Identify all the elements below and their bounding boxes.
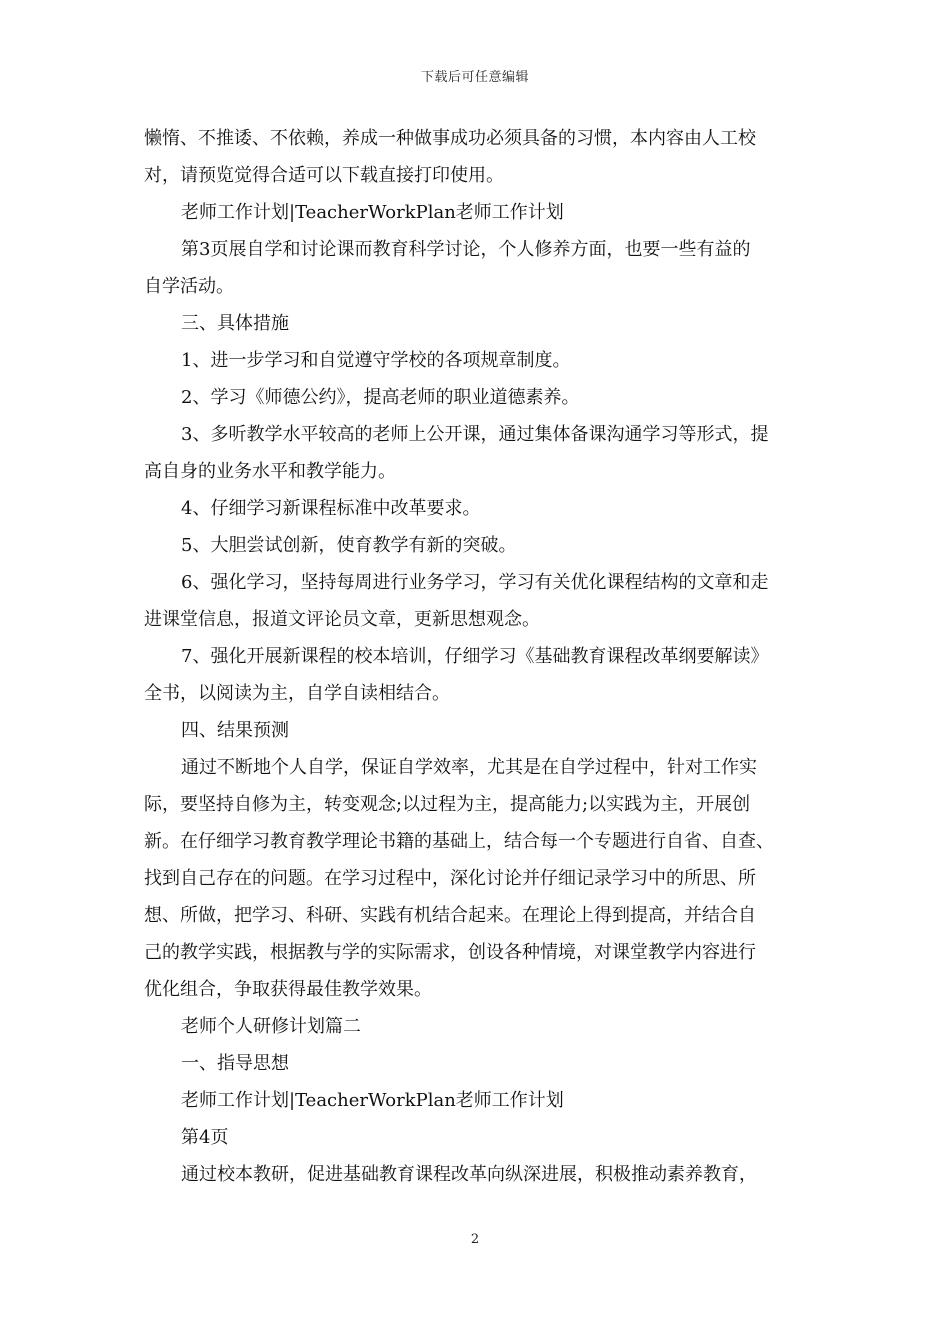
text-line: 2、学习《师德公约》，提高老师的职业道德素养。 bbox=[181, 387, 580, 408]
text-line: 4、仔细学习新课程标准中改革要求。 bbox=[181, 498, 481, 519]
text-line: 自学活动。 bbox=[144, 276, 234, 297]
text-line: 新。在仔细学习教育教学理论书籍的基础上，结合每一个专题进行自省、自查、 bbox=[144, 831, 774, 852]
text-line: 全书，以阅读为主，自学自读相结合。 bbox=[144, 683, 450, 704]
text-line: 高自身的业务水平和教学能力。 bbox=[144, 461, 396, 482]
text-line: 一、指导思想 bbox=[181, 1053, 289, 1074]
document-body bbox=[144, 120, 812, 1193]
text-line: 找到自己存在的问题。在学习过程中，深化讨论并仔细记录学习中的所思、所 bbox=[144, 868, 756, 889]
text-line: 老师工作计划|TeacherWorkPlan老师工作计划 bbox=[181, 1090, 564, 1111]
text-line: 四、结果预测 bbox=[181, 720, 289, 741]
text-line: 3、多听教学水平较高的老师上公开课，通过集体备课沟通学习等形式，提 bbox=[181, 424, 769, 445]
text-line: 6、强化学习，坚持每周进行业务学习，学习有关优化课程结构的文章和走 bbox=[181, 572, 769, 593]
text-line: 际，要坚持自修为主，转变观念;以过程为主，提高能力;以实践为主，开展创 bbox=[144, 794, 751, 815]
page-number: 2 bbox=[470, 1232, 480, 1247]
text-line: 1、进一步学习和自觉遵守学校的各项规章制度。 bbox=[181, 350, 571, 371]
text-line: 想、所做，把学习、科研、实践有机结合起来。在理论上得到提高，并结合自 bbox=[144, 905, 756, 926]
page-header-note: 下载后可任意编辑 bbox=[420, 70, 529, 85]
text-line: 7、强化开展新课程的校本培训，仔细学习《基础教育课程改革纲要解读》 bbox=[181, 646, 769, 667]
text-line: 对，请预览觉得合适可以下载直接打印使用。 bbox=[144, 165, 504, 186]
text-line: 优化组合，争取获得最佳教学效果。 bbox=[144, 979, 432, 1000]
text-line: 第4页 bbox=[181, 1127, 229, 1148]
text-line: 己的教学实践，根据教与学的实际需求，创设各种情境，对课堂教学内容进行 bbox=[144, 942, 756, 963]
text-line: 懒惰、不推诿、不依赖，养成一种做事成功必须具备的习惯，本内容由人工校 bbox=[144, 128, 756, 149]
text-line: 三、具体措施 bbox=[181, 313, 289, 334]
text-line: 通过不断地个人自学，保证自学效率，尤其是在自学过程中，针对工作实 bbox=[181, 757, 757, 778]
text-line: 通过校本教研，促进基础教育课程改革向纵深进展，积极推动素养教育， bbox=[181, 1164, 757, 1185]
text-line: 老师个人研修计划篇二 bbox=[181, 1016, 361, 1037]
text-line: 进课堂信息，报道文评论员文章，更新思想观念。 bbox=[144, 609, 540, 630]
text-line: 5、大胆尝试创新，使育教学有新的突破。 bbox=[181, 535, 517, 556]
text-line: 老师工作计划|TeacherWorkPlan老师工作计划 bbox=[181, 202, 564, 223]
text-line: 第3页展自学和讨论课而教育科学讨论，个人修养方面，也要一些有益的 bbox=[181, 239, 751, 260]
